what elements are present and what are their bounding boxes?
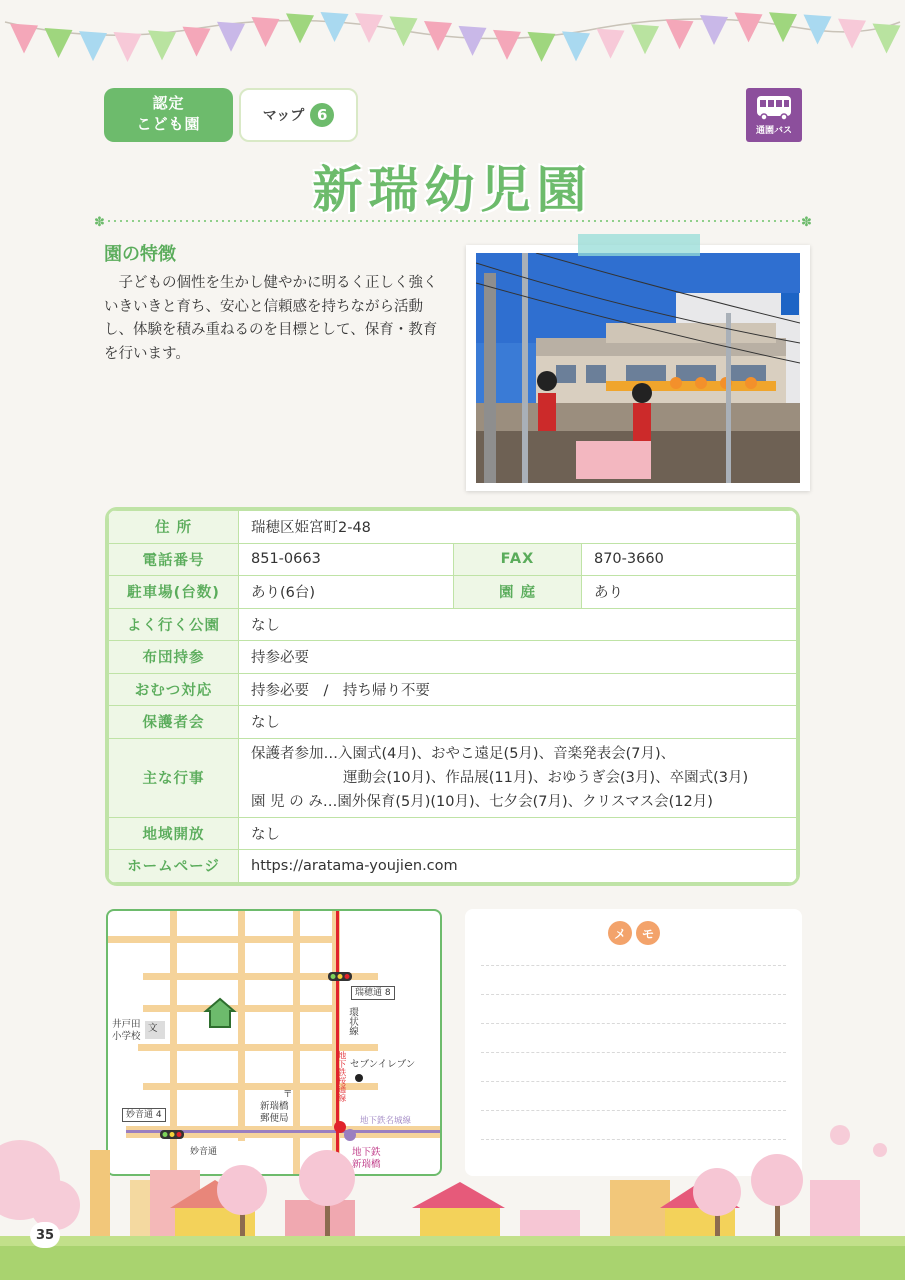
pta-label: 保護者会 bbox=[109, 706, 239, 739]
bunting-flag bbox=[666, 19, 694, 49]
bunting-flag bbox=[562, 31, 590, 61]
memo-line bbox=[481, 1081, 786, 1082]
seven-eleven-label: セブンイレブン bbox=[350, 1059, 416, 1070]
bunting-flag bbox=[838, 19, 866, 49]
station-label: 地下鉄 新瑞橋 bbox=[352, 1147, 381, 1170]
town-scenery-illustration bbox=[0, 1110, 905, 1280]
address-label: 住 所 bbox=[109, 511, 239, 544]
futon-value: 持参必要 bbox=[239, 641, 797, 674]
page-number: 35 bbox=[30, 1222, 60, 1248]
bunting-flag bbox=[700, 15, 728, 45]
bunting-decoration bbox=[0, 0, 905, 90]
memo-line bbox=[481, 994, 786, 995]
open-label: 地域開放 bbox=[109, 817, 239, 850]
bunting-flag bbox=[286, 13, 314, 43]
memo-line bbox=[481, 965, 786, 966]
address-value: 瑞穂区姫宮町2-48 bbox=[239, 511, 797, 544]
bunting-flag bbox=[735, 12, 763, 42]
memo-line bbox=[481, 1052, 786, 1053]
memo-char-1: メ bbox=[608, 921, 632, 945]
bunting-flag bbox=[459, 26, 487, 56]
bus-icon bbox=[755, 95, 793, 121]
school-bus-badge bbox=[746, 88, 802, 142]
events-line-3: 園 児 の み…園外保育(5月)(10月)、七夕会(7月)、クリスマス会(12月) bbox=[251, 793, 713, 810]
mizuho8-label: 瑞穂通 8 bbox=[351, 986, 395, 1000]
post-office-label: 新瑞橋 郵便局 bbox=[260, 1101, 289, 1124]
map-number-tag bbox=[239, 88, 358, 142]
bunting-flag bbox=[631, 24, 659, 54]
yard-value: あり bbox=[581, 576, 796, 609]
park-value: なし bbox=[239, 608, 797, 641]
school-label: 井戸田 小学校 bbox=[112, 1019, 141, 1042]
cert-line1: 認定 bbox=[152, 94, 185, 112]
diaper-value: 持参必要 / 持ち帰り不要 bbox=[239, 673, 797, 706]
features-body: 子どもの個性を生かし健やかに明るく正しく強くいきいきと育ち、安心と信頼感を持ちながら活動し、体験を積み重ねるのを目標として、保育・教育を行います。 bbox=[104, 275, 438, 362]
memo-line bbox=[481, 1023, 786, 1024]
bunting-flag bbox=[493, 30, 521, 60]
parking-value: あり(6台) bbox=[239, 576, 454, 609]
photo-tape bbox=[578, 234, 700, 256]
bunting-flag bbox=[321, 12, 349, 42]
features-heading: 園の特徴 bbox=[104, 244, 176, 265]
open-value: なし bbox=[239, 817, 797, 850]
bunting-flag bbox=[217, 22, 245, 52]
school-mark: 文 bbox=[148, 1023, 158, 1034]
homepage-label: ホームページ bbox=[109, 850, 239, 883]
homepage-link[interactable]: https://aratama-youjien.com bbox=[239, 850, 797, 883]
bunting-flag bbox=[183, 27, 211, 57]
cert-line2: こども園 bbox=[136, 115, 201, 133]
bunting-flag bbox=[114, 32, 142, 62]
svg-text:✽: ✽ bbox=[801, 215, 812, 228]
memo-char-2: モ bbox=[636, 921, 660, 945]
fax-label: FAX bbox=[453, 543, 581, 576]
bunting-flag bbox=[597, 29, 625, 59]
park-label: よく行く公園 bbox=[109, 608, 239, 641]
events-value bbox=[239, 738, 797, 817]
school-photo bbox=[476, 253, 800, 483]
map-number: 6 bbox=[310, 103, 334, 127]
events-line-1: 保護者参加…入園式(4月)、おやこ遠足(5月)、音楽発表会(7月)、 bbox=[251, 745, 676, 762]
dotted-divider bbox=[94, 214, 814, 228]
bunting-flag bbox=[148, 30, 176, 60]
kanjo-label: 環状線 bbox=[347, 1007, 358, 1036]
bunting-flag bbox=[45, 28, 73, 58]
page-title: 新瑞幼児園 bbox=[312, 161, 593, 219]
phone-label: 電話番号 bbox=[109, 543, 239, 576]
events-line-2: 運動会(10月)、作品展(11月)、おゆうぎ会(3月)、卒園式(3月) bbox=[343, 769, 749, 786]
meijo-line-label: 地下鉄名城線 bbox=[360, 1116, 412, 1126]
phone-value: 851-0663 bbox=[239, 543, 454, 576]
diaper-label: おむつ対応 bbox=[109, 673, 239, 706]
bunting-flag bbox=[252, 17, 280, 47]
svg-text:✽: ✽ bbox=[94, 215, 105, 228]
events-label: 主な行事 bbox=[109, 738, 239, 817]
fax-value: 870-3660 bbox=[581, 543, 796, 576]
bunting-flag bbox=[528, 32, 556, 62]
map-label: マップ bbox=[262, 108, 305, 124]
info-table bbox=[105, 507, 800, 886]
bunting-flag bbox=[79, 31, 107, 61]
bunting-flag bbox=[873, 24, 901, 54]
sakura-line-label: 地下鉄桜通線 bbox=[336, 1051, 346, 1102]
school-photo-frame bbox=[466, 245, 810, 491]
bunting-flag bbox=[390, 16, 418, 46]
certified-kodomoen-tag bbox=[104, 88, 233, 142]
bus-label: 通園バス bbox=[755, 126, 792, 136]
myoon-label: 妙音通 bbox=[190, 1147, 218, 1157]
parking-label: 駐車場(台数) bbox=[109, 576, 239, 609]
pta-value: なし bbox=[239, 706, 797, 739]
bunting-flag bbox=[355, 13, 383, 43]
bunting-flag bbox=[10, 23, 38, 53]
post-mark: 〒 bbox=[283, 1089, 293, 1100]
yard-label: 園 庭 bbox=[453, 576, 581, 609]
memo-title bbox=[608, 921, 660, 945]
myoon4-label: 妙音通 4 bbox=[122, 1108, 166, 1122]
futon-label: 布団持参 bbox=[109, 641, 239, 674]
